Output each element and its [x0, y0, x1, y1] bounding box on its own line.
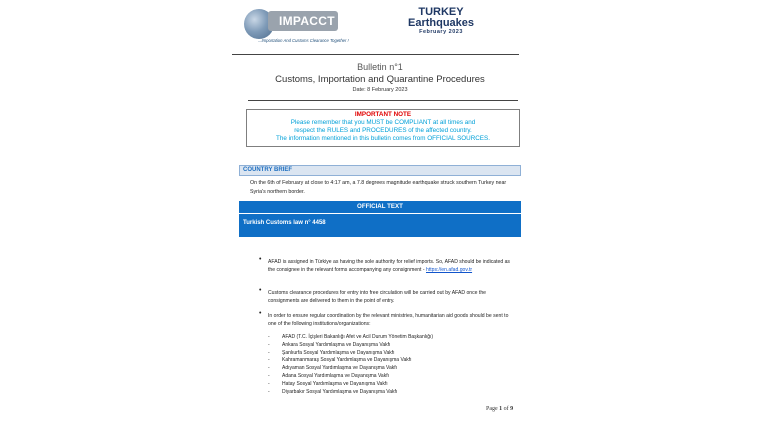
page-number: Page 1 of 9 — [486, 406, 514, 412]
divider-mid — [248, 100, 518, 101]
afad-link[interactable]: https://en.afad.gov.tr — [426, 267, 473, 273]
bullet-icon: • — [259, 310, 262, 317]
document-title: Customs, Importation and Quarantine Procedures — [275, 74, 485, 85]
bullet-icon: • — [259, 256, 262, 263]
bullet-clearance: Customs clearance procedures for entry into free circulation will be carried out by AFAD once the consignments are delivered to them in the point of entry. — [268, 290, 487, 304]
important-note-line: The information mentioned in this bulletin comes from OFFICIAL SOURCES. — [276, 135, 490, 142]
divider-top — [232, 54, 519, 55]
event-country: TURKEY — [418, 6, 464, 18]
official-text-box — [239, 201, 521, 237]
bullet-text: AFAD is assigned in Türkiye as having the sole authority for relief imports. So, AFAD should be indicated as the consignee in the relevant forms accompanying any consignment - — [268, 259, 510, 273]
list-item: - Adıyaman Sosyal Yardımlaşma ve Dayanışma Vakfı — [268, 365, 398, 372]
logo-tagline: ...Importation And Customs Clearance Together ! — [258, 38, 349, 43]
impacct-logo — [242, 8, 349, 44]
document-date: Date: 8 February 2023 — [352, 87, 408, 93]
important-note-box — [246, 109, 520, 147]
event-name: Earthquakes — [407, 17, 475, 29]
list-item: - Hatay Sosyal Yardımlaşma ve Dayanışma Vakfı — [268, 380, 388, 387]
list-item: - Kahramanmaraş Sosyal Yardımlaşma ve Dayanışma Vakfı — [268, 357, 412, 364]
list-item: - AFAD (T.C. İçişleri Bakanlığı Afet ve Acil Durum Yönetim Başkanlığı) — [268, 334, 434, 340]
country-brief-heading: COUNTRY BRIEF — [239, 165, 521, 176]
list-item: - Ankara Sosyal Yardımlaşma ve Dayanışma Vakfı — [268, 341, 391, 348]
list-item: - Şanlıurfa Sosyal Yardımlaşma ve Dayanışma Vakfı — [268, 349, 395, 356]
event-date: February 2023 — [419, 29, 463, 35]
official-text-heading: OFFICIAL TEXT — [357, 203, 403, 210]
customs-law-reference: Turkish Customs law n° 4458 — [243, 220, 326, 226]
bullet-afad-authority — [268, 258, 518, 274]
important-note-line: respect the RULES and PROCEDURES of the affected country. — [294, 127, 472, 134]
list-item: - Adana Sosyal Yardımlaşma ve Dayanışma Vakfı — [268, 372, 389, 379]
bullet-icon: • — [259, 287, 262, 294]
list-item: - Diyarbakır Sosyal Yardımlaşma ve Dayanışma Vakfı — [268, 388, 398, 395]
bullet-coordination: In order to ensure regular coordination by the relevant ministries, humanitarian aid goods should be sent to one of the following institutions/organizations: — [268, 313, 509, 327]
important-note-title: IMPORTANT NOTE — [354, 111, 412, 118]
institutions-list — [268, 334, 518, 396]
bulletin-number: Bulletin n°1 — [357, 62, 403, 72]
important-note-line: Please remember that you MUST be COMPLIANT at all times and — [290, 119, 476, 126]
logo-name: IMPACCT — [279, 14, 335, 28]
country-brief-text: On the 6th of February at close to 4:17 am, a 7.8 degrees magnitude earthquake struck southern Turkey near Syria's northern border. — [250, 180, 507, 195]
event-title — [392, 7, 490, 35]
official-text-divider — [239, 213, 521, 214]
